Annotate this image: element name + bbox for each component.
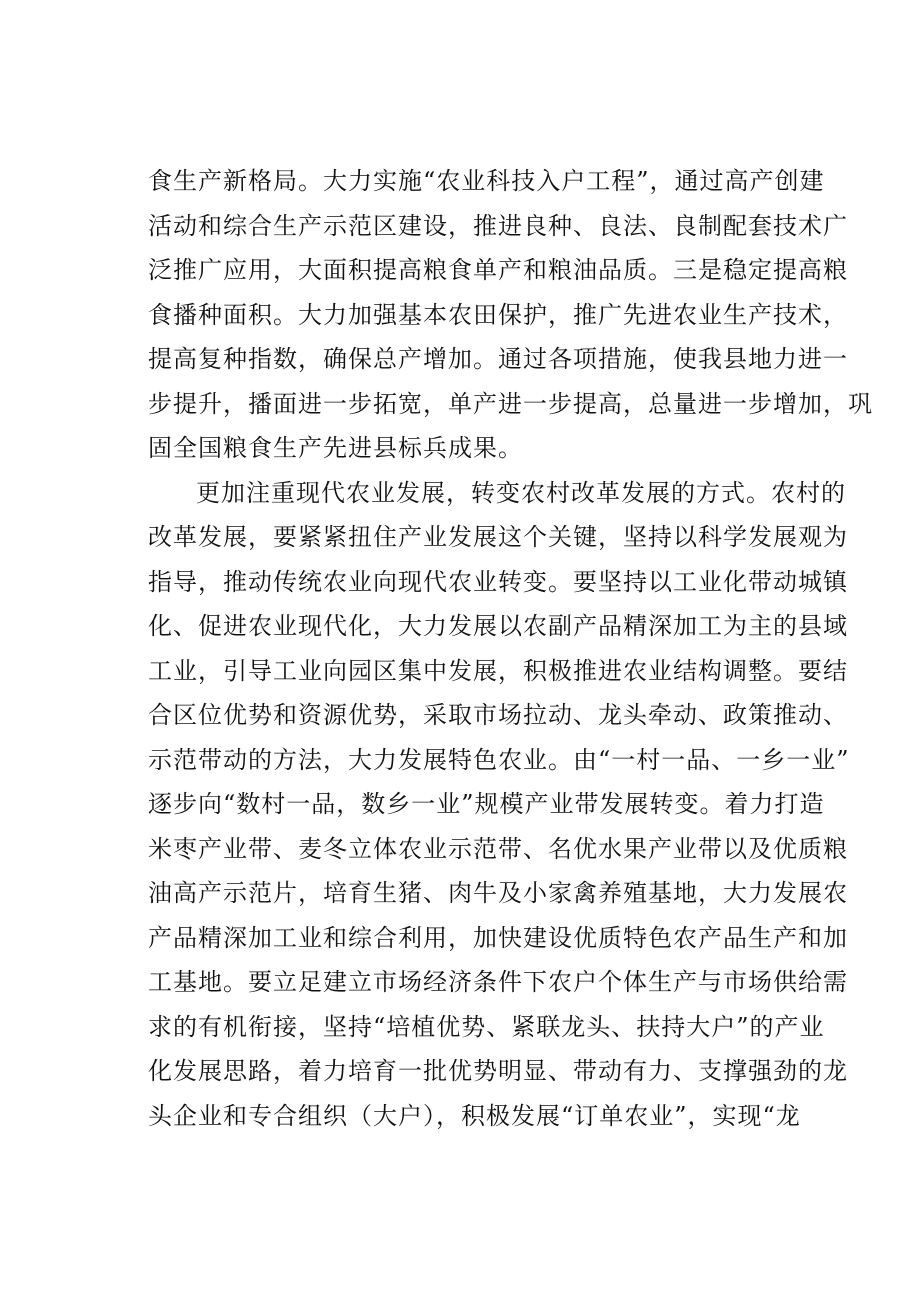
text-line: 活动和综合生产示范区建设，推进良种、良法、良制配套技术广 [148, 211, 848, 240]
text-line: 求的有机衔接，坚持“培植优势、紧联龙头、扶持大户”的产业 [148, 1012, 825, 1041]
text-line: 指导，推动传统农业向现代农业转变。要坚持以工业化带动城镇 [148, 567, 848, 596]
text-line: 米枣产业带、麦冬立体农业示范带、名优水果产业带以及优质粮 [148, 834, 848, 863]
paragraph-1 [148, 159, 873, 471]
text-line: 油高产示范片，培育生猪、肉牛及小家禽养殖基地，大力发展农 [148, 879, 848, 907]
text-line: 提高复种指数，确保总产增加。通过各项措施，使我县地力进一 [148, 345, 848, 373]
text-line: 头企业和专合组织（大户），积极发展“订单农业”，实现“龙 [148, 1101, 801, 1130]
text-line: 固全国粮食生产先进县标兵成果。 [148, 434, 523, 462]
text-line: 食播种面积。大力加强基本农田保护，推广先进农业生产技术， [148, 300, 848, 329]
text-line: 泛推广应用，大面积提高粮食单产和粮油品质。三是稳定提高粮 [148, 256, 848, 284]
text-line: 工业，引导工业向园区集中发展，积极推进农业结构调整。要结 [148, 656, 848, 685]
text-line: 产品精深加工业和综合利用，加快建设优质特色农产品生产和加 [148, 923, 848, 952]
text-line: 食生产新格局。大力实施“农业科技入户工程”，通过高产创建 [148, 167, 825, 195]
text-line: 步提升，播面进一步拓宽，单产进一步提高，总量进一步增加，巩 [148, 389, 873, 418]
text-line: 化、促进农业现代化，大力发展以农副产品精深加工为主的县域 [148, 612, 848, 640]
body-text [148, 159, 873, 1138]
text-line: 逐步向“数村一品，数乡一业”规模产业带发展转变。着力打造 [148, 790, 825, 818]
text-line: 合区位优势和资源优势，采取市场拉动、龙头牵动、政策推动、 [148, 701, 848, 729]
text-line: 更加注重现代农业发展，转变农村改革发展的方式。农村的 [196, 478, 846, 507]
text-line: 示范带动的方法，大力发展特色农业。由“一村一品、一乡一业” [148, 745, 850, 774]
text-line: 工基地。要立足建立市场经济条件下农户个体生产与市场供给需 [148, 968, 848, 996]
paragraph-2 [148, 471, 850, 1139]
text-line: 改革发展，要紧紧扭住产业发展这个关键，坚持以科学发展观为 [148, 523, 848, 551]
text-line: 化发展思路，着力培育一批优势明显、带动有力、支撑强劲的龙 [148, 1057, 848, 1085]
